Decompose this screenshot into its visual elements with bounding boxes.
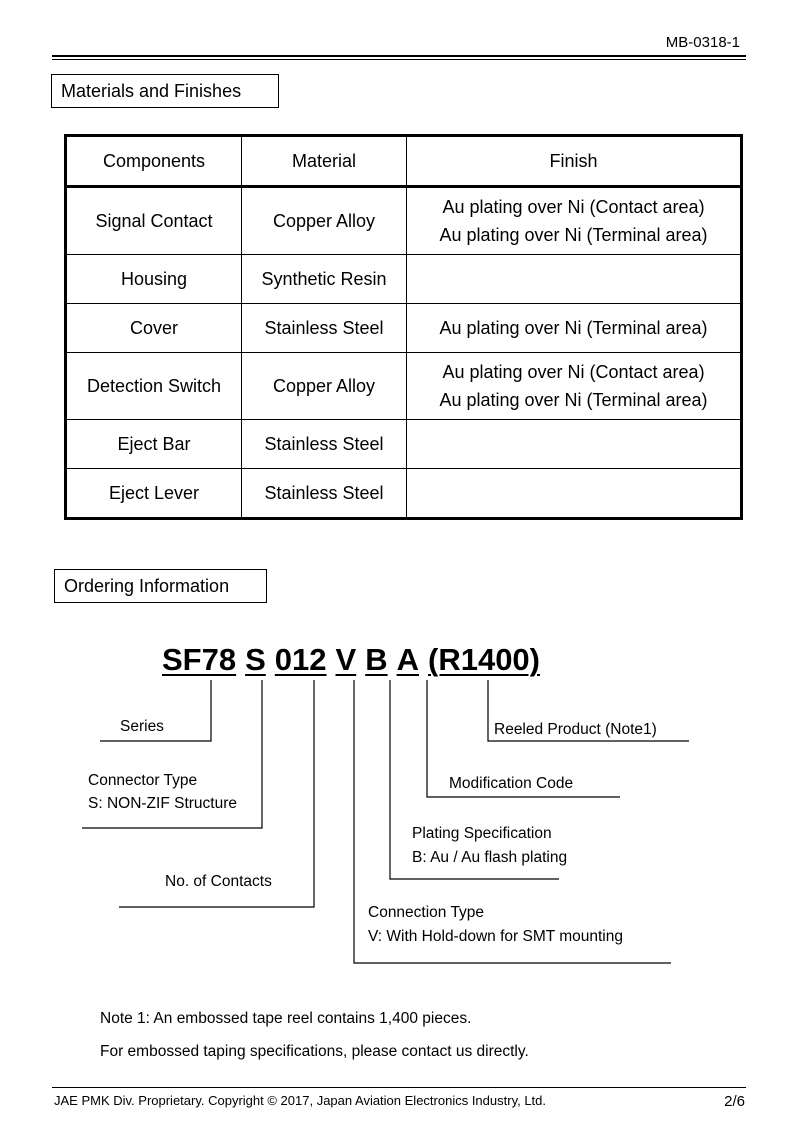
finish-line: Au plating over Ni (Terminal area) bbox=[439, 390, 708, 410]
material-cell: Stainless Steel bbox=[242, 420, 407, 469]
component-cell: Detection Switch bbox=[66, 353, 242, 420]
page-number: 2/6 bbox=[724, 1093, 745, 1110]
note-2: For embossed taping specifications, please contact us directly. bbox=[100, 1043, 529, 1060]
material-cell: Stainless Steel bbox=[242, 304, 407, 353]
document-id: MB-0318-1 bbox=[665, 34, 740, 51]
pn-series: SF78 bbox=[162, 642, 237, 677]
material-cell: Synthetic Resin bbox=[242, 255, 407, 304]
finish-line: Au plating over Ni (Contact area) bbox=[442, 197, 705, 217]
label-plating-b: B: Au / Au flash plating bbox=[412, 849, 568, 866]
material-cell: Copper Alloy bbox=[242, 187, 407, 255]
label-connection-type: Connection Type bbox=[368, 904, 485, 921]
label-modification: Modification Code bbox=[449, 775, 574, 792]
column-header-components: Components bbox=[66, 136, 242, 187]
material-cell: Stainless Steel bbox=[242, 469, 407, 519]
finish-cell: Au plating over Ni (Terminal area) bbox=[407, 304, 742, 353]
component-cell: Cover bbox=[66, 304, 242, 353]
pn-plating: B bbox=[365, 642, 388, 677]
pn-connection-type: V bbox=[335, 642, 357, 677]
component-cell: Housing bbox=[66, 255, 242, 304]
component-cell: Signal Contact bbox=[66, 187, 242, 255]
label-connection-type-v: V: With Hold-down for SMT mounting bbox=[368, 928, 623, 945]
footer-rule bbox=[52, 1087, 746, 1088]
label-connector-type: Connector Type bbox=[88, 772, 198, 789]
label-reeled: Reeled Product (Note1) bbox=[494, 721, 657, 738]
footer-copyright: JAE PMK Div. Proprietary. Copyright © 2017, Japan Aviation Electronics Industry, Ltd. bbox=[54, 1093, 547, 1108]
column-header-finish: Finish bbox=[407, 136, 742, 187]
label-connector-type-s: S: NON-ZIF Structure bbox=[88, 795, 237, 812]
pn-reeled: (R1400) bbox=[428, 642, 540, 677]
label-series: Series bbox=[120, 718, 164, 735]
component-cell: Eject Bar bbox=[66, 420, 242, 469]
finish-line: Au plating over Ni (Contact area) bbox=[442, 362, 705, 382]
pn-contacts: 012 bbox=[274, 642, 327, 677]
label-plating: Plating Specification bbox=[412, 825, 552, 842]
component-cell: Eject Lever bbox=[66, 469, 242, 519]
note-1: Note 1: An embossed tape reel contains 1,400 pieces. bbox=[100, 1010, 472, 1027]
finish-line: Au plating over Ni (Terminal area) bbox=[439, 225, 708, 245]
materials-section-title: Materials and Finishes bbox=[51, 74, 279, 108]
material-cell: Copper Alloy bbox=[242, 353, 407, 420]
ordering-section-title: Ordering Information bbox=[54, 569, 267, 603]
pn-connector-type: S bbox=[245, 642, 266, 677]
label-contacts: No. of Contacts bbox=[165, 873, 272, 890]
pn-modification: A bbox=[396, 642, 419, 677]
column-header-material: Material bbox=[242, 136, 407, 187]
